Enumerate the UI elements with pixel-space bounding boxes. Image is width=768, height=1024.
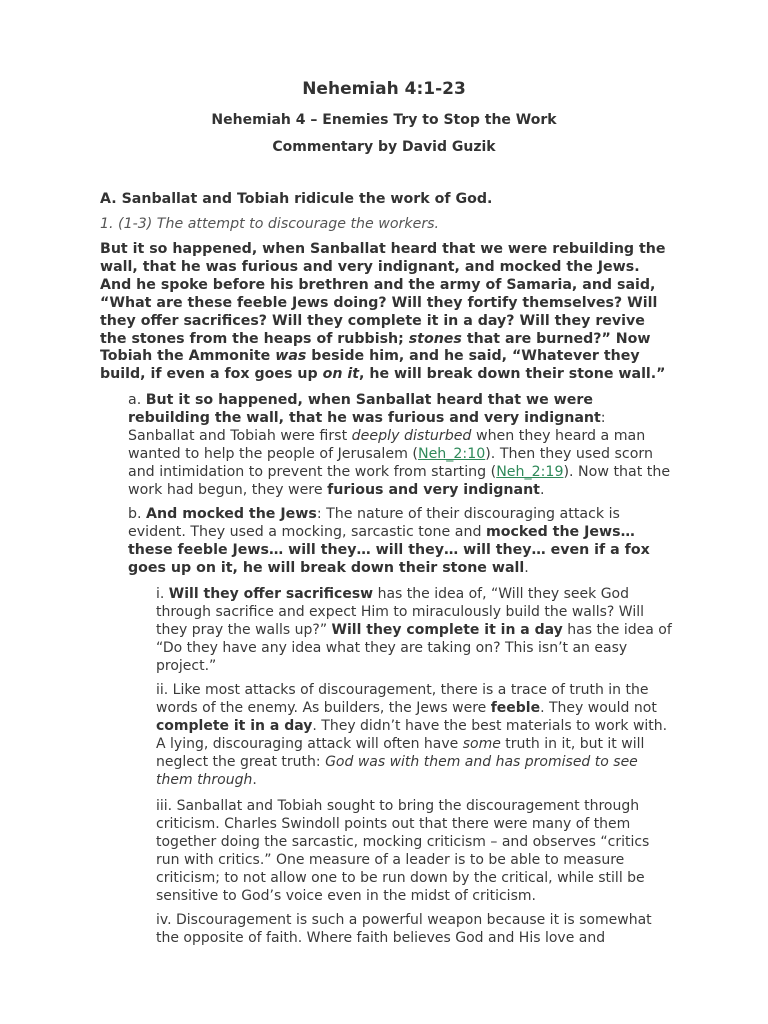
scripture-link-neh-2-10[interactable]: Neh_2:10 <box>417 446 486 462</box>
scripture-link-neh-2-19[interactable]: Neh_2:19 <box>496 464 564 480</box>
comment-iv: iv. Discouragement is such a powerful weapon because it is somewhat the opposite of faith. Where faith believes God and His love and <box>156 912 652 946</box>
section-heading: A. Sanballat and Tobiah ridicule the work of God. <box>100 191 493 207</box>
page-subtitle: Nehemiah 4 – Enemies Try to Stop the Work <box>211 112 557 128</box>
scripture-passage: But it so happened, when Sanballat heard that we were rebuilding the wall, that he was furious and very indignant, and mocked the Jews. And he spoke before his brethren and the army of Samaria, and said, “What are these feeble Jews doing? Will they fortify themselves? Will they offer sacrifices? Will they complete it in a day? Will they revive the stones from the heaps of rubbish; stones that are burned?” Now Tobiah the Ammonite was beside him, and he said, “Whatever they build, if even a fox goes up on it, he will break down their stone wall.” <box>100 241 666 383</box>
comment-b: b. And mocked the Jews: The nature of their discouraging attack is evident. They used a mocking, sarcastic tone and mocked the Jews… these feeble Jews… will they… will they… will they… even if a fox goes up on it, he will break down their stone wall. <box>128 506 650 576</box>
comment-ii: ii. Like most attacks of discouragement, there is a trace of truth in the words of the enemy. As builders, the Jews were feeble. They would not complete it in a day. They didn’t have the best materials to work with. A lying, discouraging attack will often have some truth in it, but it will neglect the great truth: God was with them and has promised to see them through. <box>156 682 668 788</box>
point-heading: 1. (1-3) The attempt to discourage the workers. <box>100 216 440 232</box>
comment-i: i. Will they offer sacrificesw has the idea of, “Will they seek God through sacrifice and expect Him to miraculously build the walls? Will they pray the walls up?” Will they complete it in a day has the idea of “Do they have any idea what they are taking on? This isn’t an easy project.” <box>156 586 672 674</box>
byline: Commentary by David Guzik <box>272 139 496 155</box>
comment-a: a. But it so happened, when Sanballat heard that we were rebuilding the wall, that he was furious and very indignant: Sanballat and Tobiah were first deeply disturbed when they heard a man wanted to help the people of Jerusalem (Neh_2:10). Then they used scorn and intimidation to prevent the work from starting (Neh_2:19). Now that the work had begun, they were furious and very indignant. <box>128 392 671 498</box>
comment-iii: iii. Sanballat and Tobiah sought to bring the discouragement through criticism. Charles Swindoll points out that there were many of them together doing the sarcastic, mocking criticism – and observes “critics run with critics.” One measure of a leader is to be able to measure criticism; to not allow one to be run down by the critical, while still be sensitive to God’s voice even in the midst of criticism. <box>156 798 650 904</box>
page-title: Nehemiah 4:1-23 <box>302 79 466 99</box>
